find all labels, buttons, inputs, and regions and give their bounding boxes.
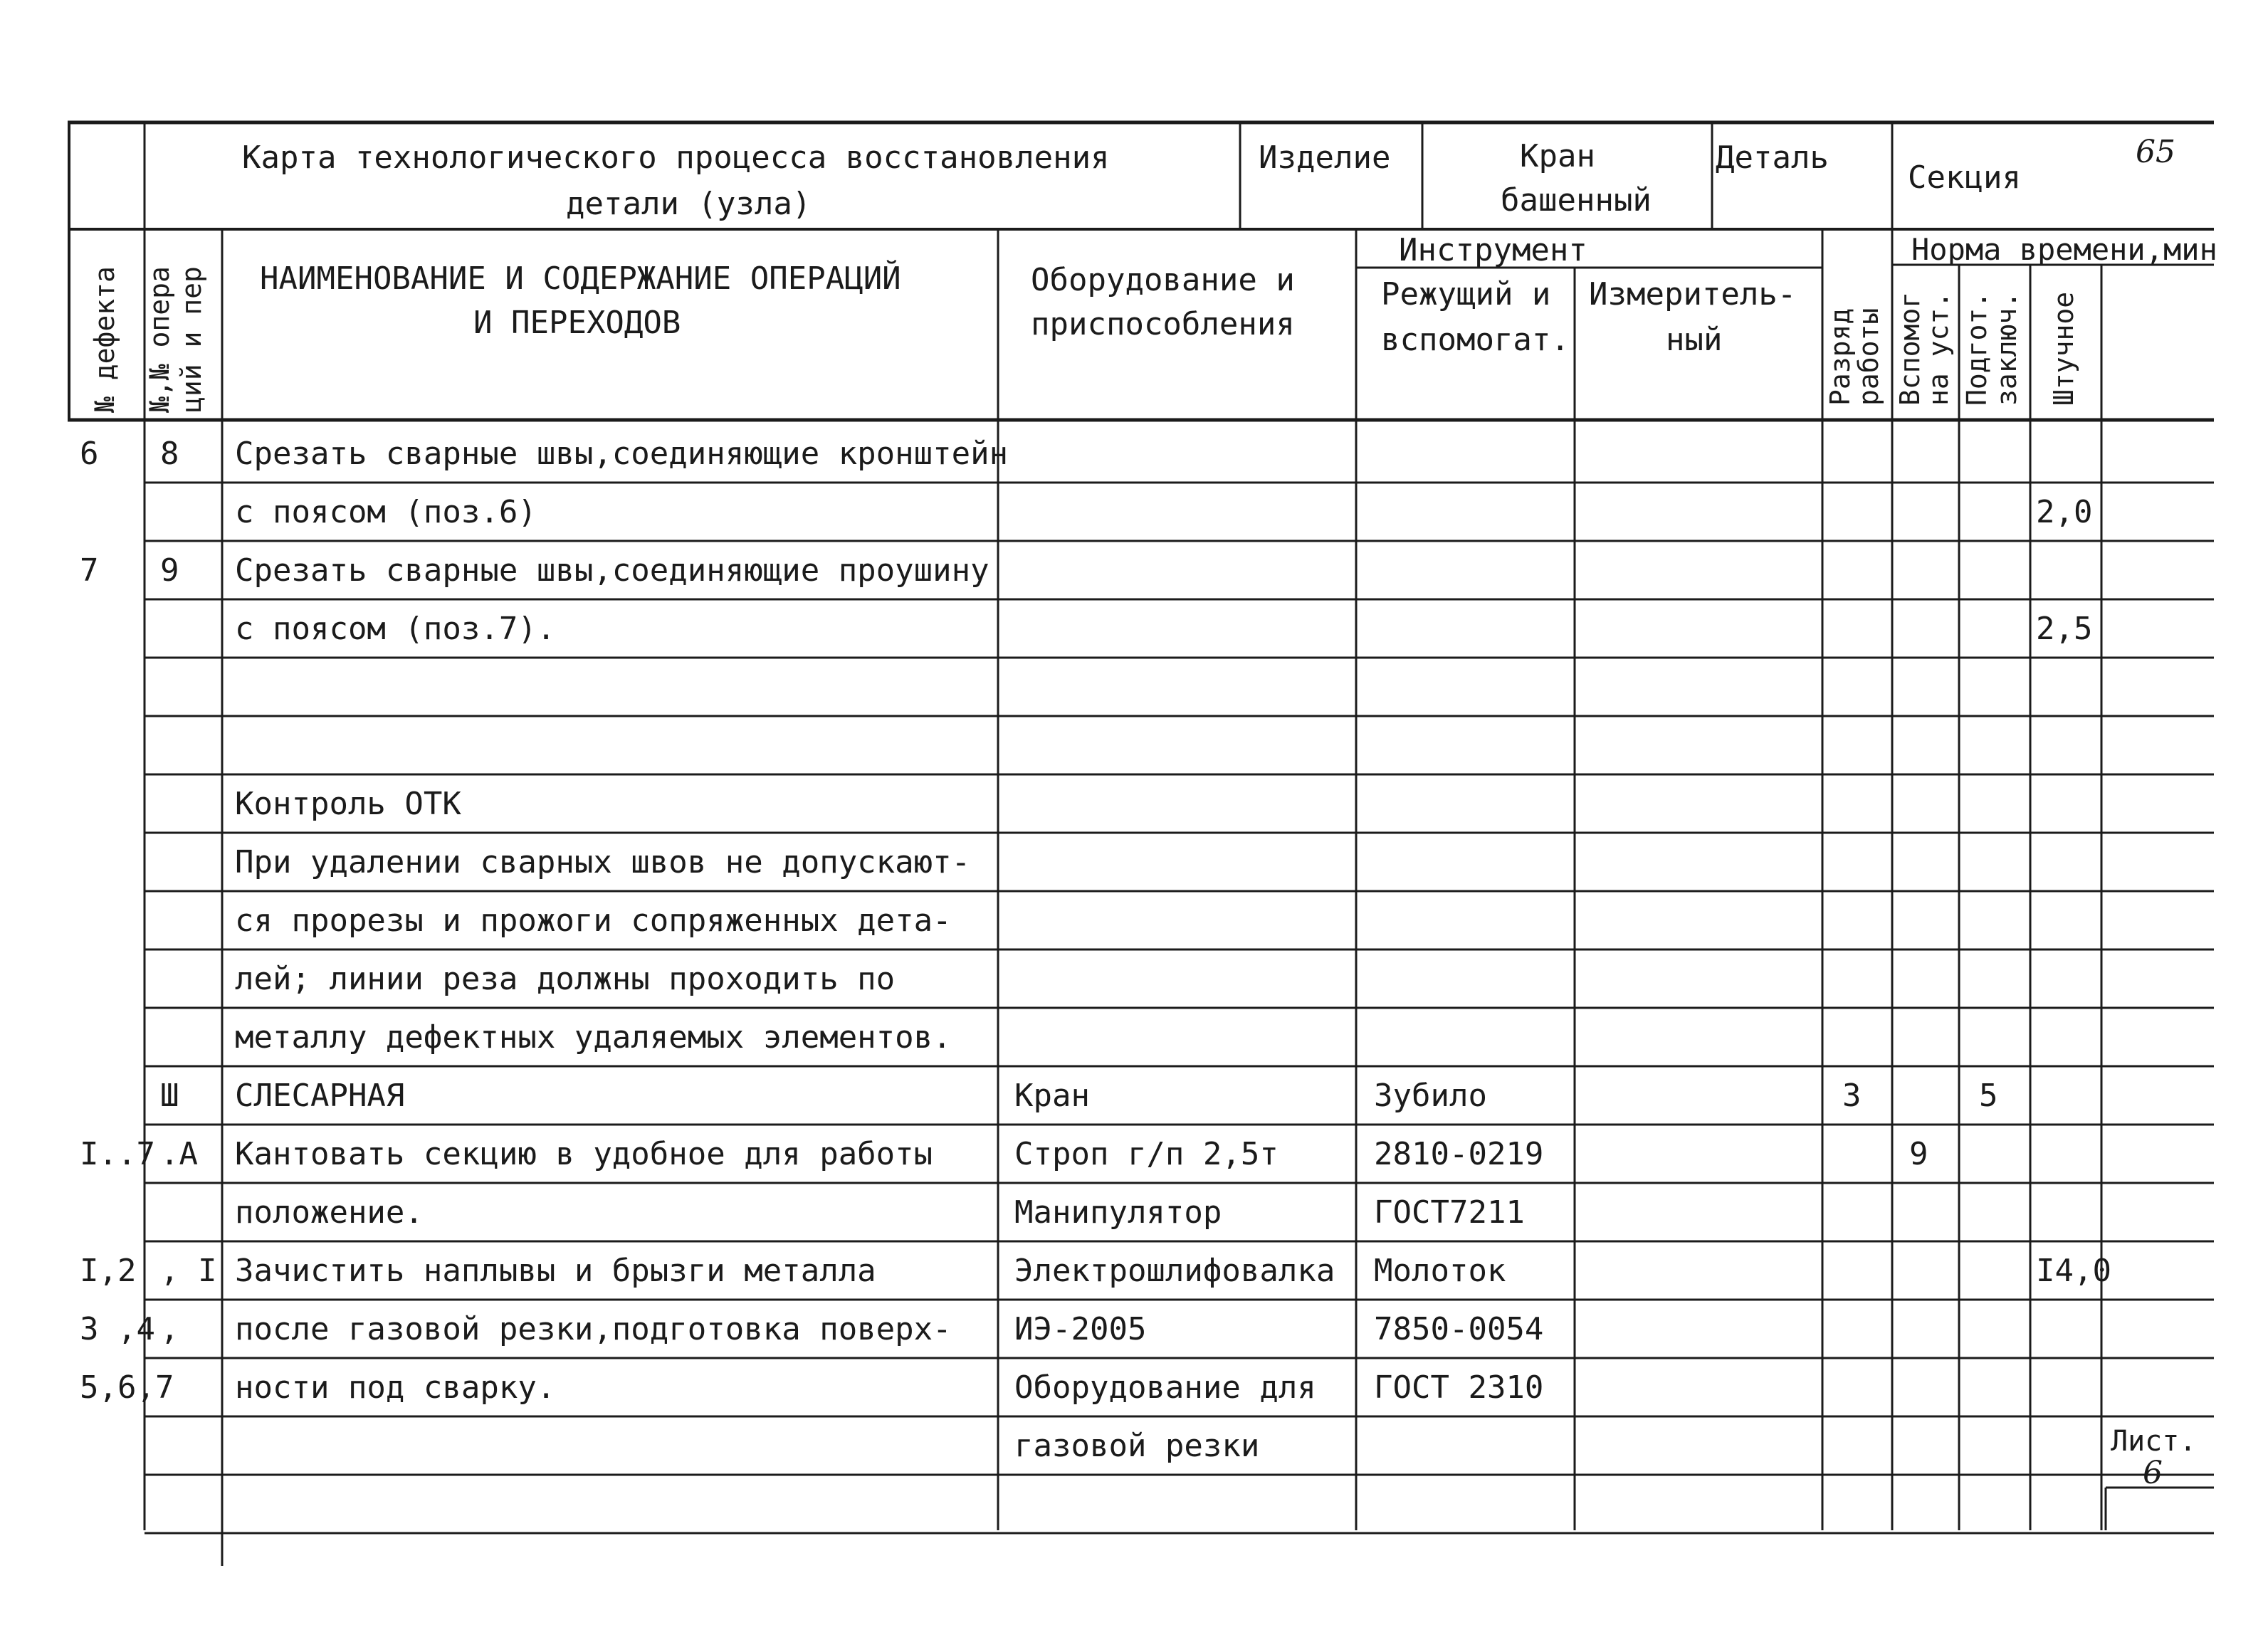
cell-equip: Строп г/п 2,5т <box>1014 1136 1279 1172</box>
col-operation-line1: НАИМЕНОВАНИЕ И СОДЕРЖАНИЕ ОПЕРАЦИЙ <box>260 261 901 297</box>
card-title-line2: детали (узла) <box>566 186 812 222</box>
sheet-label: Лист. <box>2111 1425 2197 1458</box>
col-aux-line2: на уст. <box>1923 291 1954 406</box>
cell-text: Зачистить наплывы и брызги металла <box>235 1253 876 1289</box>
cell-grade: 3 <box>1842 1078 1862 1114</box>
cell-text: положение. <box>235 1194 424 1231</box>
cell-tool: 7850-0054 <box>1374 1311 1544 1347</box>
col-prep-line1: Подгот. <box>1961 291 1993 406</box>
cell-text: ся прорезы и прожоги сопряженных дета- <box>235 903 952 939</box>
col-defect-no: № дефекта <box>89 266 120 413</box>
cell-defect: I,2 <box>80 1253 137 1289</box>
col-tool: Инструмент <box>1399 232 1587 268</box>
col-grade-line2: работы <box>1853 307 1884 406</box>
cell-tool: 2810-0219 <box>1374 1136 1544 1172</box>
cell-text: металлу дефектных удаляемых элементов. <box>235 1019 952 1056</box>
col-prep-line2: заключ. <box>1991 291 2022 406</box>
col-operation-line2: И ПЕРЕХОДОВ <box>473 305 681 341</box>
cell-op: Ш <box>160 1078 179 1114</box>
col-cutting-line2: вспомогат. <box>1381 322 1570 358</box>
cell-defect: 3 ,4 <box>80 1311 155 1347</box>
col-cutting-line1: Режущий и <box>1381 276 1551 312</box>
col-op-no-line2: ций и пер <box>176 266 207 413</box>
col-equipment-line1: Оборудование и <box>1031 262 1295 298</box>
col-time-norm: Норма времени,мин <box>1911 232 2217 267</box>
cell-aux: 9 <box>1909 1136 1928 1172</box>
product-value-line2: башенный <box>1501 182 1652 219</box>
cell-op: , I <box>160 1253 217 1289</box>
cell-equip: Кран <box>1014 1078 1090 1114</box>
product-value-line1: Кран <box>1520 138 1595 174</box>
col-op-no-line1: №,№ опера <box>144 266 175 413</box>
cell-defect: 6 <box>80 436 99 472</box>
cell-piece: I4,0 <box>2036 1253 2111 1289</box>
col-measuring-line2: ный <box>1666 322 1723 358</box>
card-title-line1: Карта технологического процесса восстановления <box>242 140 1110 176</box>
cell-equip: Электрошлифовалка <box>1014 1253 1335 1289</box>
cell-op: .А <box>160 1136 198 1172</box>
cell-tool: Зубило <box>1374 1078 1487 1114</box>
sheet-number: 6 <box>2143 1455 2163 1491</box>
cell-equip: газовой резки <box>1014 1428 1260 1464</box>
cell-text: с поясом (поз.6) <box>235 494 537 530</box>
cell-text: При удалении сварных швов не допускают- <box>235 844 971 880</box>
cell-tool: ГОСТ7211 <box>1374 1194 1525 1231</box>
cell-equip: Манипулятор <box>1014 1194 1222 1231</box>
cell-tool: ГОСТ 2310 <box>1374 1369 1544 1406</box>
cell-piece: 2,5 <box>2036 611 2093 647</box>
cell-text: ности под сварку. <box>235 1369 556 1406</box>
cell-text: СЛЕСАРНАЯ <box>235 1078 405 1114</box>
col-equipment-line2: приспособления <box>1031 306 1295 342</box>
cell-text: Срезать сварные швы,соединяющие кронштейн <box>235 436 1009 472</box>
col-piece: Штучное <box>2048 291 2079 406</box>
col-measuring-line1: Измеритель- <box>1589 276 1797 312</box>
cell-tool: Молоток <box>1374 1253 1506 1289</box>
cell-op: , <box>160 1311 179 1347</box>
part-label: Деталь <box>1716 140 1829 176</box>
cell-text: Срезать сварные швы,соединяющие проушину <box>235 552 989 589</box>
cell-prep: 5 <box>1979 1078 1998 1114</box>
cell-defect: 5,6,7 <box>80 1369 174 1406</box>
cell-equip: ИЭ-2005 <box>1014 1311 1147 1347</box>
col-aux-line1: Вспомог <box>1894 291 1926 406</box>
cell-text: Контроль ОТК <box>235 786 461 822</box>
product-label: Изделие <box>1259 140 1391 176</box>
cell-text: с поясом (поз.7). <box>235 611 556 647</box>
page-mark: 65 <box>2136 134 2175 170</box>
cell-op: 8 <box>160 436 179 472</box>
cell-piece: 2,0 <box>2036 494 2093 530</box>
cell-text: лей; линии реза должны проходить по <box>235 961 896 997</box>
cell-op: 9 <box>160 552 179 589</box>
cell-text: Кантовать секцию в удобное для работы <box>235 1136 933 1172</box>
cell-defect: I..7 <box>80 1136 155 1172</box>
cell-equip: Оборудование для <box>1014 1369 1316 1406</box>
part-value: Секция <box>1908 159 2021 196</box>
cell-defect: 7 <box>80 552 99 589</box>
cell-text: после газовой резки,подготовка поверх- <box>235 1311 952 1347</box>
col-grade-line1: Разряд <box>1825 307 1856 406</box>
